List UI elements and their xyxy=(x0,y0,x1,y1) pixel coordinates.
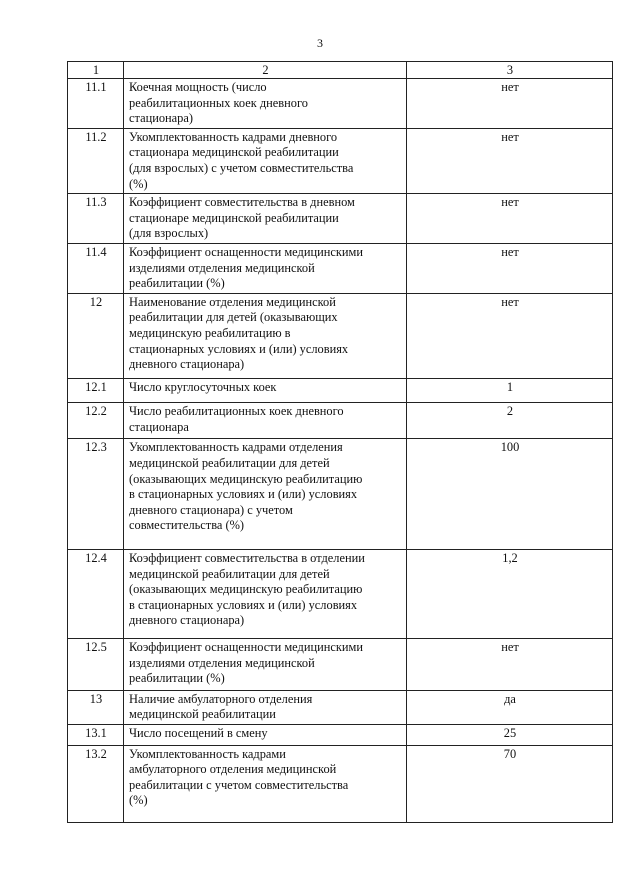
row-number-cell: 13.1 xyxy=(68,724,124,745)
indicator-text-line: реабилитационных коек дневного xyxy=(129,95,308,110)
indicator-text-line: Число круглосуточных коек xyxy=(129,379,277,394)
indicator-text-line: совместительства (%) xyxy=(129,518,245,533)
row-number-cell: 12.2 xyxy=(68,403,124,439)
row-number-cell: 11.1 xyxy=(68,79,124,129)
table-body xyxy=(68,62,613,823)
indicator-text-line: изделиями отделения медицинской xyxy=(129,260,315,275)
header-cell-value: 3 xyxy=(407,62,613,79)
table-row xyxy=(68,128,613,193)
indicator-text-line: (оказывающих медицинскую реабилитацию xyxy=(129,582,363,597)
row-value-cell: нет xyxy=(407,293,613,378)
indicator-text-line: реабилитации (%) xyxy=(129,671,225,686)
indicator-text-line: (для взрослых) с учетом совместительства xyxy=(129,160,354,175)
header-cell-indicator: 2 xyxy=(124,62,407,79)
row-value-cell: нет xyxy=(407,243,613,293)
indicator-text-line: в стационарных условиях и (или) условиях xyxy=(129,487,358,502)
indicator-text-line: стационара медицинской реабилитации xyxy=(129,145,339,160)
indicator-text-line: изделиями отделения медицинской xyxy=(129,655,315,670)
indicator-text-line: медицинской реабилитации xyxy=(129,707,276,722)
row-number-cell: 11.3 xyxy=(68,194,124,244)
indicator-text-line: медицинской реабилитации для детей xyxy=(129,566,330,581)
row-indicator-cell xyxy=(124,745,407,822)
indicator-text-line: Число посещений в смену xyxy=(129,725,268,740)
data-table xyxy=(67,61,613,823)
row-value-cell: нет xyxy=(407,128,613,193)
row-number-cell: 12.5 xyxy=(68,639,124,691)
row-indicator-cell xyxy=(124,378,407,403)
indicator-text-line: Наименование отделения медицинской xyxy=(129,294,336,309)
row-number-cell: 13.2 xyxy=(68,745,124,822)
indicator-text-line: Коэффициент совместительства в дневном xyxy=(129,195,355,210)
row-value-cell: 25 xyxy=(407,724,613,745)
row-value-cell: 2 xyxy=(407,403,613,439)
indicator-text-line: дневного стационара) xyxy=(129,357,245,372)
row-indicator-cell xyxy=(124,403,407,439)
row-indicator-cell xyxy=(124,79,407,129)
row-value-cell: да xyxy=(407,690,613,724)
indicator-text-line: Число реабилитационных коек дневного xyxy=(129,404,344,419)
table-row xyxy=(68,194,613,244)
row-indicator-cell xyxy=(124,439,407,550)
row-value-cell: 1,2 xyxy=(407,550,613,639)
table-row xyxy=(68,243,613,293)
indicator-text-line: Укомплектованность кадрами xyxy=(129,746,286,761)
indicator-text-line: (оказывающих медицинскую реабилитацию xyxy=(129,471,363,486)
row-indicator-cell xyxy=(124,194,407,244)
row-number-cell: 11.4 xyxy=(68,243,124,293)
indicator-text-line: Коэффициент оснащенности медицинскими xyxy=(129,244,363,259)
indicator-text-line: реабилитации с учетом совместительства xyxy=(129,777,349,792)
table-row xyxy=(68,378,613,403)
row-indicator-cell xyxy=(124,639,407,691)
row-number-cell: 12.4 xyxy=(68,550,124,639)
row-indicator-cell xyxy=(124,550,407,639)
indicator-text-line: стационаре медицинской реабилитации xyxy=(129,210,339,225)
row-value-cell: 70 xyxy=(407,745,613,822)
indicator-text-line: медицинскую реабилитацию в xyxy=(129,325,291,340)
indicator-text-line: Наличие амбулаторного отделения xyxy=(129,691,313,706)
row-value-cell: нет xyxy=(407,79,613,129)
table-row xyxy=(68,403,613,439)
row-value-cell: 100 xyxy=(407,439,613,550)
indicator-text-line: стационара xyxy=(129,419,189,434)
indicator-text-line: Укомплектованность кадрами отделения xyxy=(129,440,343,455)
indicator-text-line: (%) xyxy=(129,176,148,191)
table-row xyxy=(68,293,613,378)
indicator-text-line: реабилитации (%) xyxy=(129,276,225,291)
row-indicator-cell xyxy=(124,724,407,745)
indicator-text-line: Коечная мощность (число xyxy=(129,80,267,94)
table-row xyxy=(68,79,613,129)
indicator-text-line: медицинской реабилитации для детей xyxy=(129,456,330,471)
row-number-cell: 12.3 xyxy=(68,439,124,550)
row-indicator-cell xyxy=(124,128,407,193)
indicator-text-line: дневного стационара) с учетом xyxy=(129,502,293,517)
header-cell-number: 1 xyxy=(68,62,124,79)
indicator-text-line: стационара) xyxy=(129,111,193,126)
table-row xyxy=(68,550,613,639)
table-row xyxy=(68,690,613,724)
row-number-cell: 13 xyxy=(68,690,124,724)
row-number-cell: 12 xyxy=(68,293,124,378)
indicator-text-line: (для взрослых) xyxy=(129,226,209,241)
row-number-cell: 11.2 xyxy=(68,128,124,193)
indicator-text-line: Укомплектованность кадрами дневного xyxy=(129,129,338,144)
indicator-text-line: реабилитации для детей (оказывающих xyxy=(129,310,338,325)
table-row xyxy=(68,439,613,550)
row-indicator-cell xyxy=(124,243,407,293)
indicator-text-line: амбулаторного отделения медицинской xyxy=(129,762,337,777)
indicator-text-line: (%) xyxy=(129,793,148,808)
row-indicator-cell xyxy=(124,690,407,724)
indicator-text-line: Коэффициент совместительства в отделении xyxy=(129,551,365,566)
row-value-cell: нет xyxy=(407,194,613,244)
row-value-cell: 1 xyxy=(407,378,613,403)
indicator-text-line: в стационарных условиях и (или) условиях xyxy=(129,597,358,612)
indicator-text-line: стационарных условиях и (или) условиях xyxy=(129,341,349,356)
table-header-row xyxy=(68,62,613,79)
page-number: 3 xyxy=(317,36,323,50)
indicator-text-line: Коэффициент оснащенности медицинскими xyxy=(129,640,363,654)
row-value-cell: нет xyxy=(407,639,613,691)
table-row xyxy=(68,724,613,745)
row-indicator-cell xyxy=(124,293,407,378)
table-row xyxy=(68,745,613,822)
row-number-cell: 12.1 xyxy=(68,378,124,403)
table-row xyxy=(68,639,613,691)
indicator-text-line: дневного стационара) xyxy=(129,613,245,628)
